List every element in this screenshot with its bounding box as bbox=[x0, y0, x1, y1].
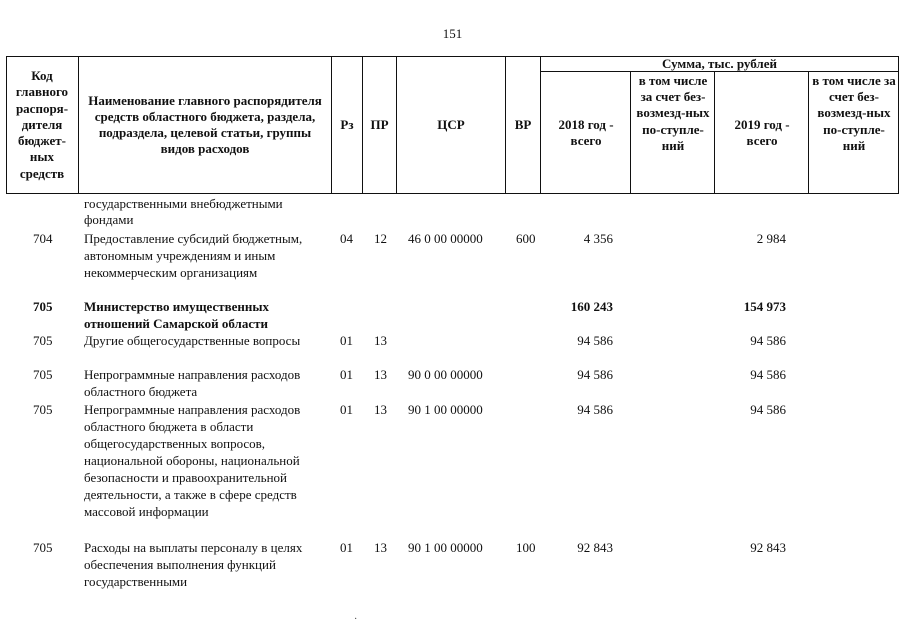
row-code: 704 bbox=[33, 231, 53, 246]
header-incl-2019: в том числе за счет без-возмезд-ных по-ступле-ний bbox=[812, 73, 896, 153]
row-sum-2018: 92 843 bbox=[577, 540, 613, 555]
row-name: Непрограммные направления расходов областного бюджета в области общегосударственных вопросов, национальной обороны, национальной безопасности и правоохранительной деятельности, а также в сфере средств массовой информации bbox=[84, 402, 301, 519]
col-border bbox=[714, 71, 715, 194]
row-code: 705 bbox=[33, 540, 53, 555]
row-sum-2018: 94 586 bbox=[577, 333, 613, 348]
row-rz: 04 bbox=[340, 231, 353, 246]
col-border bbox=[808, 71, 809, 194]
row-name: Министерство имущественных отношений Самарской области bbox=[84, 299, 270, 331]
row-sum-2018: 4 356 bbox=[583, 231, 613, 246]
row-code: 705 bbox=[33, 367, 53, 382]
header-name: Наименование главного распорядителя средств областного бюджета, раздела, подраздела, целевой статьи, группы видов расходов bbox=[88, 92, 322, 157]
header-incl-2018: в том числе за счет без-возмезд-ных по-ступле-ний bbox=[636, 73, 710, 153]
header-2019: 2019 год - всего bbox=[734, 116, 790, 148]
row-rz: 01 bbox=[340, 367, 353, 382]
row-sum-2018: 94 586 bbox=[577, 402, 613, 417]
row-pr: 13 bbox=[374, 367, 387, 382]
row-code: 705 bbox=[33, 402, 53, 417]
header-sum: Сумма, тыс. рублей bbox=[662, 56, 777, 71]
row-vr: 100 bbox=[516, 540, 536, 555]
col-border bbox=[630, 71, 631, 194]
header-rz: Рз bbox=[340, 116, 354, 132]
row-sum-2019: 92 843 bbox=[750, 540, 786, 555]
scan-speck: · bbox=[354, 614, 358, 625]
header-code: Код главного распоря-дителя бюджет-ных средств bbox=[15, 68, 69, 181]
row-sum-2019: 94 586 bbox=[750, 333, 786, 348]
col-border bbox=[540, 56, 541, 194]
row-sum-2018: 160 243 bbox=[570, 299, 613, 314]
row-pr: 13 bbox=[374, 540, 387, 555]
col-border bbox=[78, 56, 79, 194]
row-rz: 01 bbox=[340, 402, 353, 417]
row-sum-2019: 94 586 bbox=[750, 402, 786, 417]
row-rz: 01 bbox=[340, 540, 353, 555]
row-name: Непрограммные направления расходов областного бюджета bbox=[84, 367, 301, 399]
header-csr: ЦСР bbox=[437, 116, 465, 132]
row-sum-2019: 94 586 bbox=[750, 367, 786, 382]
header-2018: 2018 год - всего bbox=[558, 116, 614, 148]
row-sum-2019: 2 984 bbox=[756, 231, 786, 246]
row-pr: 13 bbox=[374, 333, 387, 348]
row-sum-2018: 94 586 bbox=[577, 367, 613, 382]
row-csr: 90 1 00 00000 bbox=[408, 540, 483, 555]
page-number: 151 bbox=[442, 26, 463, 41]
row-sum-2019: 154 973 bbox=[743, 299, 786, 314]
row-rz: 01 bbox=[340, 333, 353, 348]
col-border bbox=[898, 56, 899, 194]
row-pr: 13 bbox=[374, 402, 387, 417]
row-name: Другие общегосударственные вопросы bbox=[84, 333, 301, 348]
row-pr: 12 bbox=[374, 231, 387, 246]
row-code: 705 bbox=[33, 299, 53, 314]
header-bottom-border bbox=[6, 193, 899, 194]
row-csr: 46 0 00 00000 bbox=[408, 231, 483, 246]
row-csr: 90 1 00 00000 bbox=[408, 402, 483, 417]
row-name: государственными внебюджетными фондами bbox=[84, 196, 283, 227]
row-vr: 600 bbox=[516, 231, 536, 246]
row-name: Расходы на выплаты персоналу в целях обеспечения выполнения функций государственными bbox=[84, 540, 303, 589]
row-code: 705 bbox=[33, 333, 53, 348]
header-pr: ПР bbox=[370, 116, 389, 132]
header-vr: ВР bbox=[514, 116, 532, 132]
row-csr: 90 0 00 00000 bbox=[408, 367, 483, 382]
col-border bbox=[6, 56, 7, 194]
row-name: Предоставление субсидий бюджетным, автономным учреждениям и иным некоммерческим организациям bbox=[84, 231, 303, 280]
